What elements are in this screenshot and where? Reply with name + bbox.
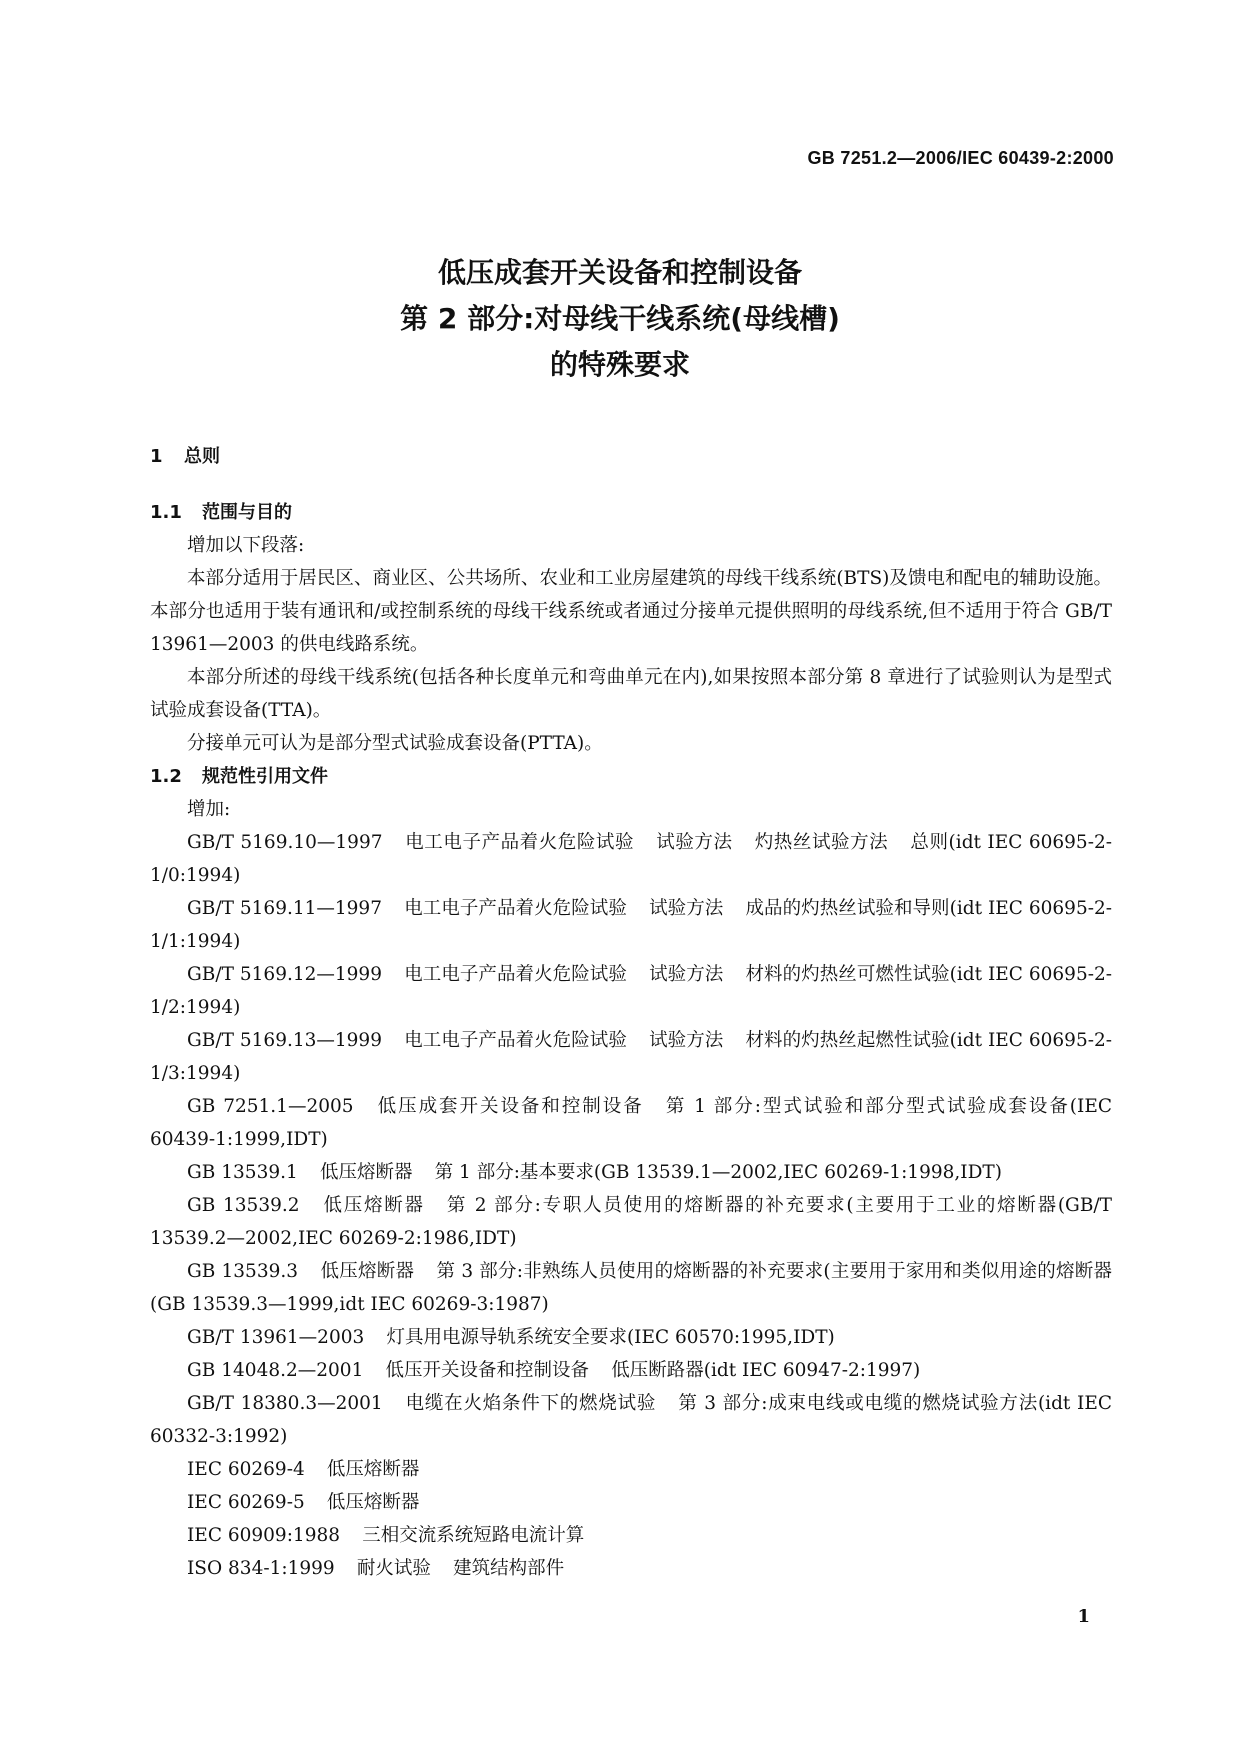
reference-title-part: 试验方法: [649, 964, 724, 985]
reference-list: [150, 826, 1112, 1585]
title-line-2: 第 2 部分:对母线干线系统(母线槽): [400, 302, 840, 335]
lead-text: 增加以下段落:: [187, 535, 305, 556]
reference-code: GB 13539.1: [187, 1162, 298, 1183]
reference-code: ISO 834-1:1999: [187, 1558, 335, 1579]
section-heading-1-2: [150, 760, 1112, 793]
reference-title-part: 低压熔断器: [321, 1195, 425, 1216]
reference-title-part: 低压开关设备和控制设备: [385, 1360, 590, 1381]
reference-title-part: 灼热丝试验方法: [754, 832, 889, 853]
reference-title-rest: 第 2 部分:专职人员使用的熔断器的补充要求(主要用于工业的熔断器(GB/T 13539.2—2002,IEC 60269-2:1986,IDT): [150, 1195, 1112, 1249]
reference-item: [150, 1255, 1112, 1321]
paragraph: 本部分适用于居民区、商业区、公共场所、农业和工业房屋建筑的母线干线系统(BTS)及馈电和配电的辅助设施。本部分也适用于装有通讯和/或控制系统的母线干线系统或者通过分接单元提供照明的母线系统,但不适用于符合 GB/T 13961—2003 的供电线路系统。: [150, 568, 1112, 655]
reference-item: [150, 1024, 1112, 1090]
section-number: 1.2: [150, 766, 182, 787]
page-number: 1: [1077, 1606, 1090, 1627]
title-line-1: 低压成套开关设备和控制设备: [437, 256, 802, 289]
reference-code: IEC 60909:1988: [187, 1525, 341, 1546]
section-number: 1: [150, 446, 163, 467]
reference-item: [150, 826, 1112, 892]
reference-code: GB 13539.3: [187, 1261, 299, 1282]
section-title: 范围与目的: [202, 502, 292, 523]
reference-title-rest: 第 3 部分:非熟练人员使用的熔断器的补充要求(主要用于家用和类似用途的熔断器(GB 13539.3—1999,idt IEC 60269-3:1987): [150, 1261, 1112, 1315]
reference-title-rest: 材料的灼热丝起燃性试验(idt IEC 60695-2-1/3:1994): [150, 1030, 1112, 1084]
reference-title-part: 试验方法: [649, 898, 724, 919]
section-title: 总则: [184, 446, 220, 467]
reference-title-rest: 低压熔断器: [326, 1459, 420, 1480]
reference-code: GB/T 5169.10—1997: [187, 832, 383, 853]
reference-item: [150, 1321, 1112, 1354]
reference-code: GB 13539.2: [187, 1195, 300, 1216]
reference-item: [150, 1519, 1112, 1552]
reference-title-part: 低压成套开关设备和控制设备: [375, 1096, 644, 1117]
reference-item: [150, 958, 1112, 1024]
reference-title-rest: 成品的灼热丝试验和导则(idt IEC 60695-2-1/1:1994): [150, 898, 1112, 952]
reference-title-part: 电工电子产品着火危险试验: [404, 1030, 627, 1051]
reference-title-part: 电工电子产品着火危险试验: [404, 964, 627, 985]
reference-title-part: 耐火试验: [356, 1558, 431, 1579]
lead-text: 增加:: [187, 799, 231, 820]
reference-title-part: 试验方法: [649, 1030, 724, 1051]
reference-title-part: 电工电子产品着火危险试验: [404, 832, 635, 853]
reference-title-rest: 第 3 部分:成束电线或电缆的燃烧试验方法(idt IEC 60332-3:1992): [150, 1393, 1112, 1447]
reference-item: [150, 1387, 1112, 1453]
reference-code: GB/T 5169.13—1999: [187, 1030, 382, 1051]
reference-code: GB/T 5169.12—1999: [187, 964, 382, 985]
title-line-3: 的特殊要求: [549, 348, 690, 381]
reference-item: [150, 1486, 1112, 1519]
reference-item: [150, 892, 1112, 958]
reference-code: GB 7251.1—2005: [187, 1096, 354, 1117]
reference-code: GB 14048.2—2001: [187, 1360, 364, 1381]
reference-title-part: 试验方法: [656, 832, 733, 853]
reference-item: [150, 1453, 1112, 1486]
reference-item: [150, 1156, 1112, 1189]
reference-item: [150, 1354, 1112, 1387]
reference-code: GB/T 18380.3—2001: [187, 1393, 383, 1414]
reference-title-part: 低压熔断器: [319, 1162, 413, 1183]
paragraph: 分接单元可认为是部分型式试验成套设备(PTTA)。: [187, 733, 603, 754]
reference-title-rest: 低压断路器(idt IEC 60947-2:1997): [611, 1360, 921, 1381]
reference-code: IEC 60269-4: [187, 1459, 305, 1480]
section-number: 1.1: [150, 502, 182, 523]
reference-title-rest: 总则(idt IEC 60695-2-1/0:1994): [150, 832, 1112, 886]
reference-item: [150, 1090, 1112, 1156]
document-body: [150, 440, 1112, 1585]
section-heading-1: [150, 440, 1112, 473]
reference-title-part: 低压熔断器: [320, 1261, 415, 1282]
section-heading-1-1: [150, 496, 1112, 529]
reference-title-rest: 材料的灼热丝可燃性试验(idt IEC 60695-2-1/2:1994): [150, 964, 1112, 1018]
paragraph: 本部分所述的母线干线系统(包括各种长度单元和弯曲单元在内),如果按照本部分第 8 章进行了试验则认为是型式试验成套设备(TTA)。: [150, 667, 1112, 721]
reference-title-part: 电缆在火焰条件下的燃烧试验: [404, 1393, 657, 1414]
reference-title-part: 电工电子产品着火危险试验: [404, 898, 627, 919]
reference-code: GB/T 13961—2003: [187, 1327, 365, 1348]
section-title: 规范性引用文件: [202, 766, 328, 787]
reference-title-rest: 第 1 部分:型式试验和部分型式试验成套设备(IEC 60439-1:1999,IDT): [150, 1096, 1112, 1150]
reference-code: IEC 60269-5: [187, 1492, 305, 1513]
reference-title-rest: 三相交流系统短路电流计算: [362, 1525, 585, 1546]
reference-title-rest: 建筑结构部件: [453, 1558, 565, 1579]
reference-item: [150, 1552, 1112, 1585]
reference-title-rest: 低压熔断器: [326, 1492, 420, 1513]
standard-code: GB 7251.2—2006/IEC 60439-2:2000: [807, 148, 1114, 168]
document-title: [0, 250, 1240, 388]
reference-title-rest: 灯具用电源导轨系统安全要求(IEC 60570:1995,IDT): [386, 1327, 835, 1348]
reference-code: GB/T 5169.11—1997: [187, 898, 382, 919]
reference-item: [150, 1189, 1112, 1255]
reference-title-rest: 第 1 部分:基本要求(GB 13539.1—2002,IEC 60269-1:1998,IDT): [434, 1162, 1002, 1183]
